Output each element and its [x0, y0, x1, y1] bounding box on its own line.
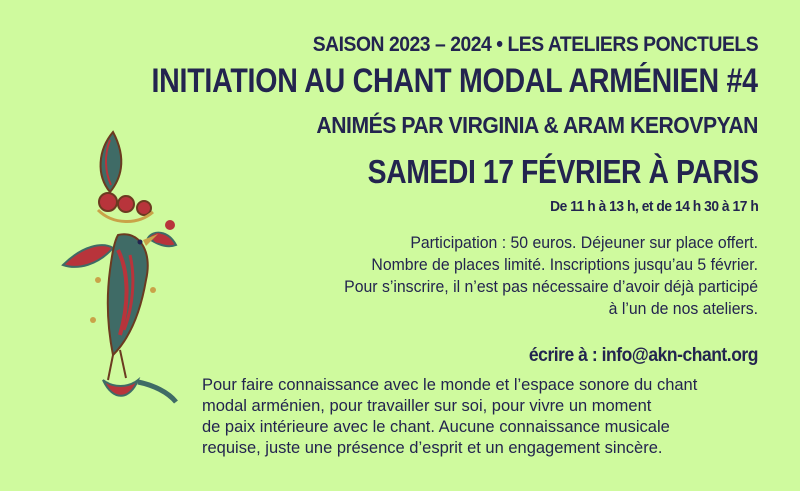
workshop-title: INITIATION AU CHANT MODAL ARMÉNIEN #4	[151, 62, 758, 100]
info-line-registration: Pour s’inscrire, il n’est pas nécessaire d’avoir déjà participé	[344, 277, 758, 296]
info-line-registration-cont: à l’un de nos ateliers.	[608, 299, 758, 318]
info-line-places: Nombre de places limité. Inscriptions jusqu’au 5 février.	[371, 255, 758, 274]
contact-email-link[interactable]: écrire à : info@akn-chant.org	[528, 345, 758, 366]
season-heading: SAISON 2023 – 2024 • LES ATELIERS PONCTUELS	[312, 33, 758, 56]
description-line: de paix intérieure avec le chant. Aucune connaissance musicale	[202, 418, 670, 436]
info-line-price: Participation : 50 euros. Déjeuner sur place offert.	[410, 233, 758, 252]
event-date: SAMEDI 17 FÉVRIER À PARIS	[367, 153, 758, 190]
event-hours: De 11 h à 13 h, et de 14 h 30 à 17 h	[549, 198, 758, 215]
description-line: Pour faire connaissance avec le monde et l’espace sonore du chant	[202, 376, 698, 394]
info-block	[344, 232, 758, 320]
description-line: requise, juste une présence d’esprit et un engagement sincère.	[202, 439, 663, 457]
description-line: modal arménien, pour travailler sur soi, pour vivre un moment	[202, 397, 652, 415]
hosts-subtitle: ANIMÉS PAR VIRGINIA & ARAM KEROVPYAN	[316, 112, 758, 138]
description-paragraph	[202, 375, 758, 459]
armenian-bird-illustration	[58, 130, 188, 410]
